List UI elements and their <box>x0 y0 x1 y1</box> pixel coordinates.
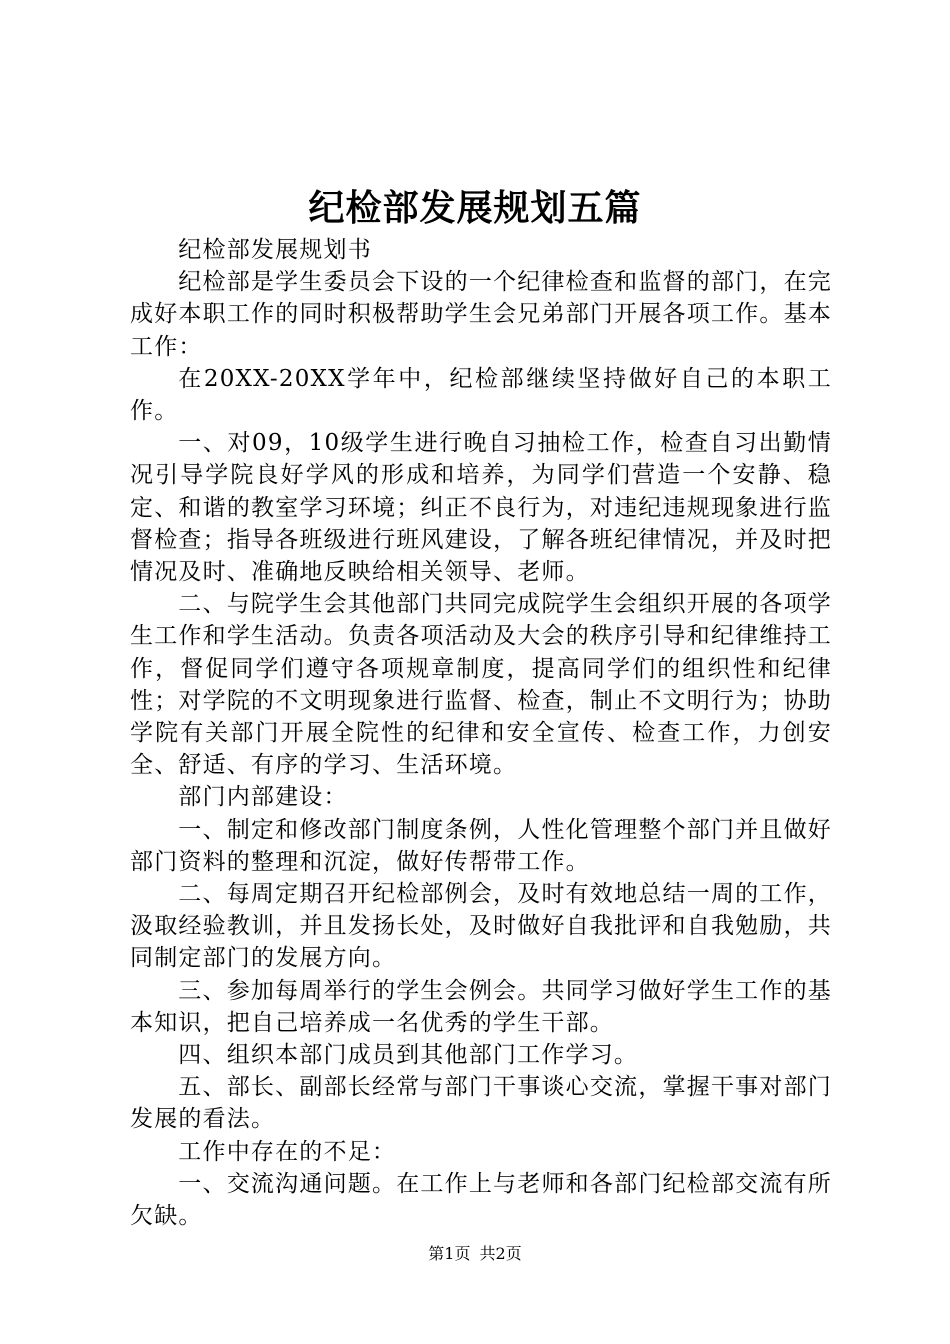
paragraph: 二、每周定期召开纪检部例会，及时有效地总结一周的工作，汲取经验教训，并且发扬长处，及时做好自我批评和自我勉励，共同制定部门的发展方向。 <box>130 881 832 972</box>
page-total: 共2页 <box>479 1244 522 1263</box>
section-heading: 工作中存在的不足： <box>178 1138 397 1165</box>
paragraph: 纪检部是学生委员会下设的一个纪律检查和监督的部门，在完成好本职工作的同时积极帮助学生会兄弟部门开展各项工作。基本工作： <box>130 269 832 360</box>
page-number: 第1页 <box>428 1244 471 1263</box>
paragraph: 在20XX-20XX学年中，纪检部继续坚持做好自己的本职工作。 <box>130 365 832 425</box>
section-heading: 部门内部建设： <box>178 784 348 811</box>
document-body <box>130 234 832 1232</box>
paragraph: 三、参加每周举行的学生会例会。共同学习做好学生工作的基本知识，把自己培养成一名优秀的学生干部。 <box>130 977 832 1036</box>
paragraph: 一、对09，10级学生进行晚自习抽检工作，检查自习出勤情况引导学院良好学风的形成和培养，为同学们营造一个安静、稳定、和谐的教室学习环境；纠正不良行为，对违纪违规现象进行监督检查；指导各班级进行班风建设，了解各班纪律情况，并及时把情况及时、准确地反映给相关领导、老师。 <box>130 430 832 586</box>
paragraph: 五、部长、副部长经常与部门干事谈心交流，掌握干事对部门发展的看法。 <box>130 1074 832 1133</box>
document-title: 纪检部发展规划五篇 <box>308 187 642 229</box>
paragraph: 一、制定和修改部门制度条例，人性化管理整个部门并且做好部门资料的整理和沉淀，做好传帮带工作。 <box>130 816 832 875</box>
paragraph: 二、与院学生会其他部门共同完成院学生会组织开展的各项学生工作和学生活动。负责各项活动及大会的秩序引导和纪律维持工作，督促同学们遵守各项规章制度，提高同学们的组织性和纪律性；对学院的不文明现象进行监督、检查，制止不文明行为；协助学院有关部门开展全院性的纪律和安全宣传、检查工作，力创安全、舒适、有序的学习、生活环境。 <box>130 591 832 779</box>
paragraph: 一、交流沟通问题。在工作上与老师和各部门纪检部交流有所欠缺。 <box>130 1170 832 1230</box>
page-footer <box>0 1243 950 1265</box>
paragraph: 纪检部发展规划书 <box>178 237 372 263</box>
paragraph: 四、组织本部门成员到其他部门工作学习。 <box>178 1042 639 1069</box>
